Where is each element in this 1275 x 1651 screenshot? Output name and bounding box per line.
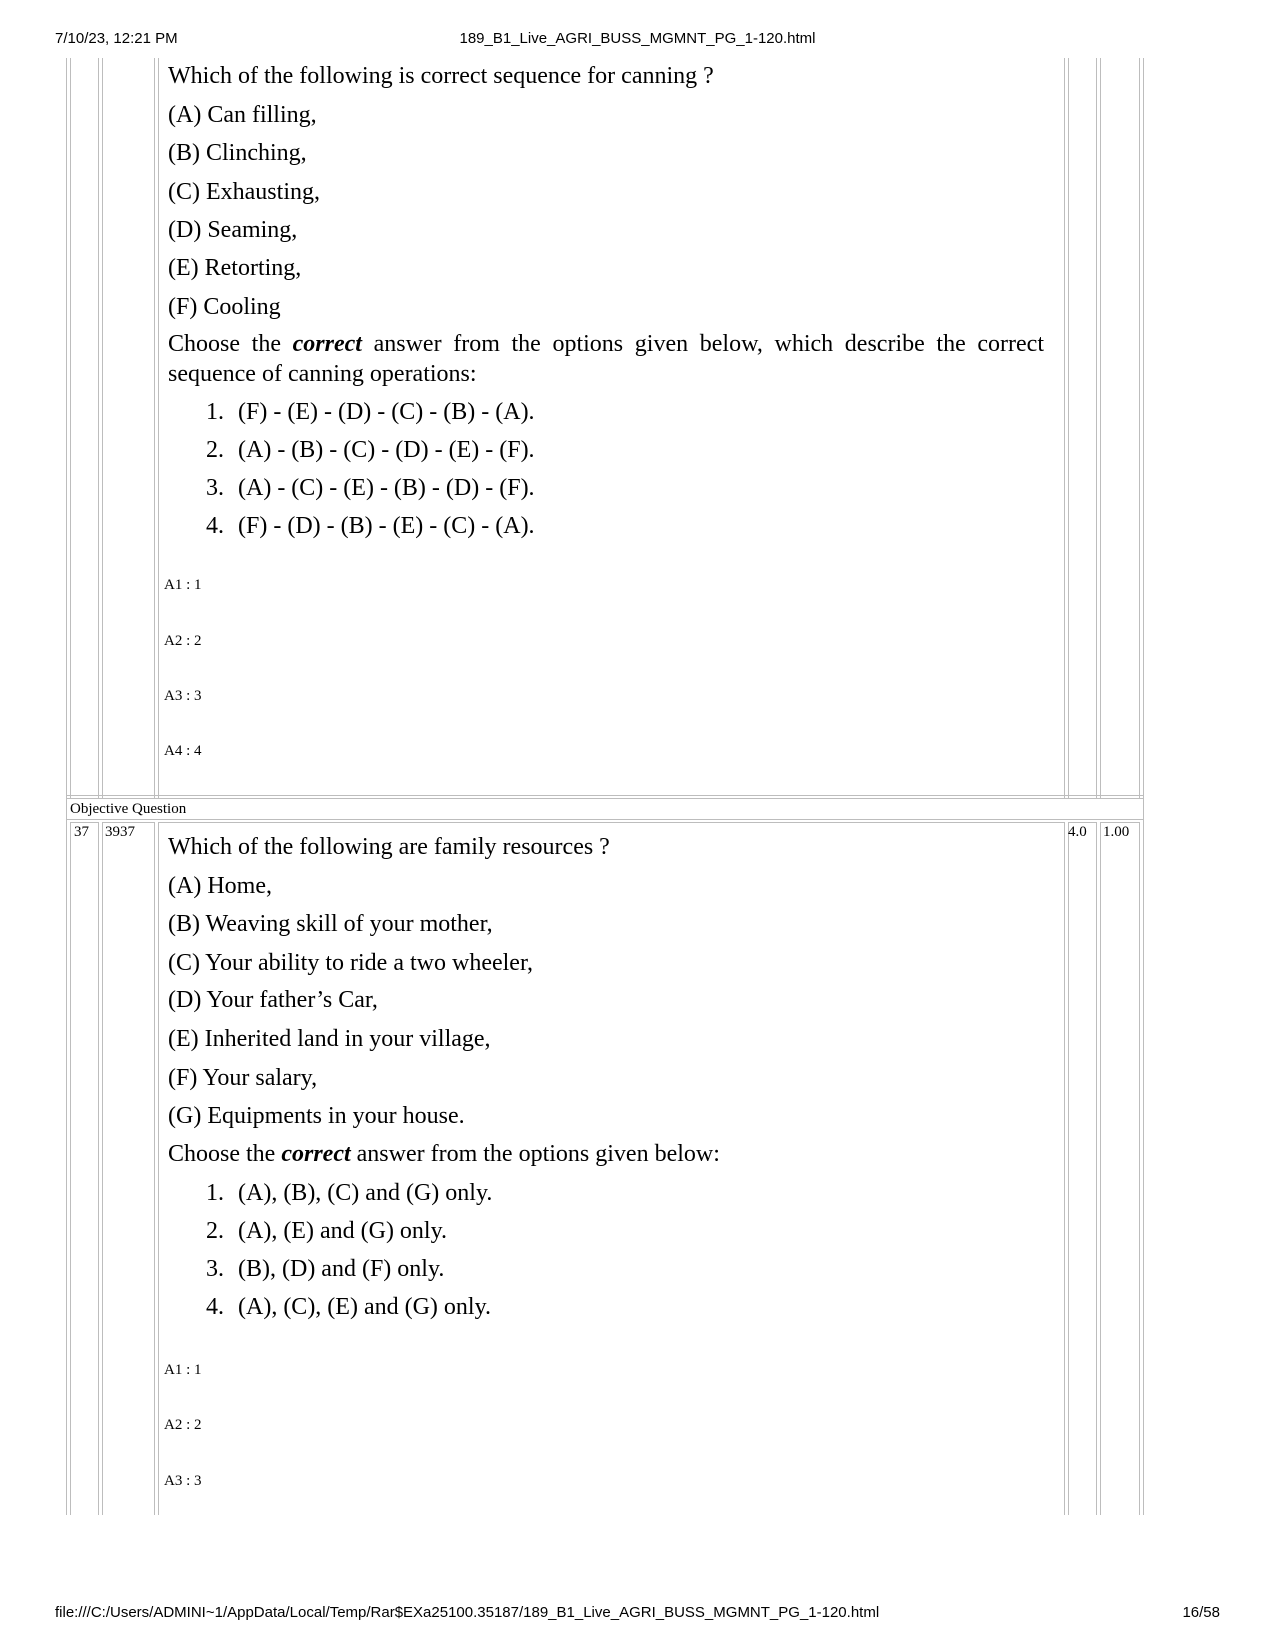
question-item: (D) Your father’s Car,	[168, 987, 378, 1013]
answer-option: 1. (F) - (E) - (D) - (C) - (B) - (A).	[206, 399, 535, 425]
question-item: (D) Seaming,	[168, 217, 298, 243]
answer-key: A1 : 1	[164, 577, 202, 593]
question-item: (C) Exhausting,	[168, 179, 320, 205]
answer-key: A2 : 2	[164, 1417, 202, 1433]
question-id: 3937	[105, 824, 135, 840]
answer-key: A3 : 3	[164, 688, 202, 704]
print-header	[0, 30, 1275, 50]
answer-option: 4. (A), (C), (E) and (G) only.	[206, 1294, 492, 1320]
file-path: file:///C:/Users/ADMINI~1/AppData/Local/Temp/Rar$EXa25100.35187/189_B1_Live_AGRI_BUSS_MGMNT_PG_1-120.html	[55, 1604, 880, 1621]
question-item: (F) Your salary,	[168, 1065, 318, 1091]
question-marks: 4.0	[1068, 824, 1087, 840]
print-title: 189_B1_Live_AGRI_BUSS_MGMNT_PG_1-120.html	[459, 30, 816, 47]
question-negative-marks: 1.00	[1103, 824, 1130, 840]
answer-option: 3. (B), (D) and (F) only.	[206, 1256, 445, 1282]
print-datetime: 7/10/23, 12:21 PM	[55, 30, 178, 47]
section-label: Objective Question	[70, 801, 187, 817]
question-item: (C) Your ability to ride a two wheeler,	[168, 950, 533, 976]
answer-key: A1 : 1	[164, 1362, 202, 1378]
answer-key: A4 : 4	[164, 743, 202, 759]
page-number: 16/58	[1182, 1604, 1220, 1621]
answer-key: A3 : 3	[164, 1473, 202, 1489]
print-footer	[0, 1604, 1275, 1624]
answer-option: 4. (F) - (D) - (B) - (E) - (C) - (A).	[206, 513, 535, 539]
question-item: (A) Home,	[168, 873, 272, 899]
question-stem: Which of the following are family resources ?	[168, 834, 610, 860]
question-item: (E) Retorting,	[168, 255, 302, 281]
question-instruction: Choose the correct answer from the options given below, which describe the correct sequence of canning operations:	[168, 331, 1044, 387]
question-item: (F) Cooling	[168, 294, 281, 320]
question-item: (E) Inherited land in your village,	[168, 1026, 491, 1052]
emphasis-correct: correct	[281, 1141, 351, 1167]
answer-option: 2. (A) - (B) - (C) - (D) - (E) - (F).	[206, 437, 535, 463]
question-item: (B) Clinching,	[168, 140, 307, 166]
question-serial: 37	[74, 824, 89, 840]
question-item: (G) Equipments in your house.	[168, 1103, 465, 1129]
answer-key: A2 : 2	[164, 633, 202, 649]
question-stem: Which of the following is correct sequence for canning ?	[168, 63, 714, 89]
question-instruction: Choose the correct answer from the options given below:	[168, 1141, 720, 1167]
answer-option: 1. (A), (B), (C) and (G) only.	[206, 1180, 493, 1206]
answer-option: 2. (A), (E) and (G) only.	[206, 1218, 448, 1244]
answer-option: 3. (A) - (C) - (E) - (B) - (D) - (F).	[206, 475, 535, 501]
question-item: (A) Can filling,	[168, 102, 317, 128]
emphasis-correct: correct	[292, 331, 362, 357]
question-item: (B) Weaving skill of your mother,	[168, 911, 493, 937]
